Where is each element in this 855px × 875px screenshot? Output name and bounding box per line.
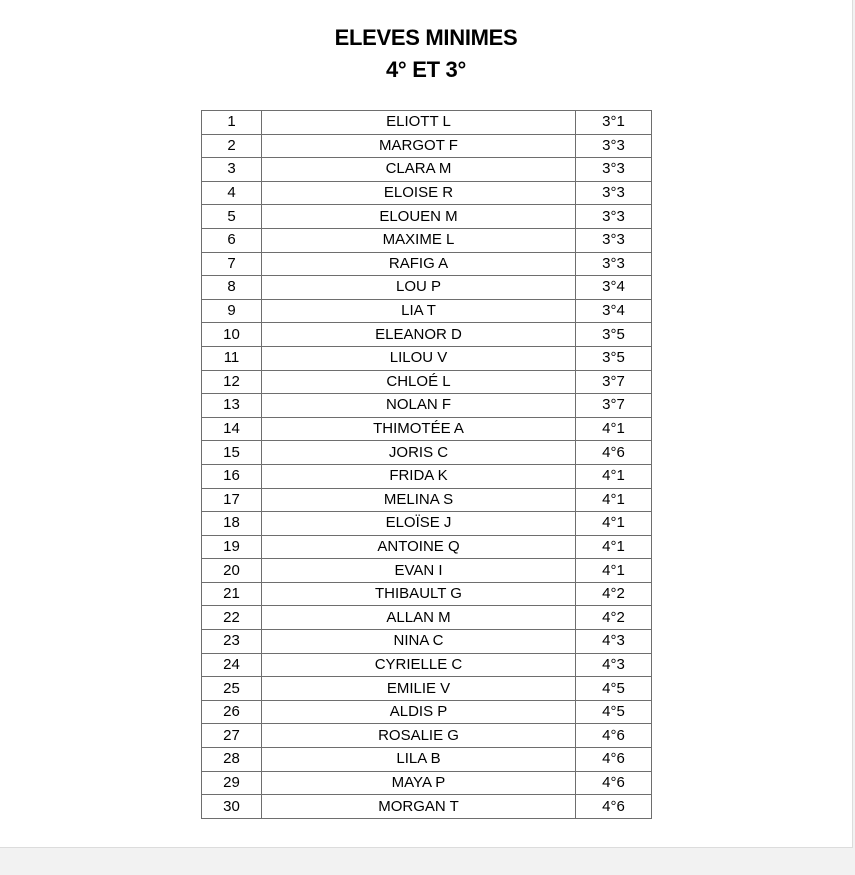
student-name-cell: MARGOT F <box>262 134 576 158</box>
table-row <box>202 724 652 748</box>
class-cell: 4°1 <box>576 559 652 583</box>
table-row <box>202 228 652 252</box>
student-name-cell: LIA T <box>262 299 576 323</box>
table-row <box>202 512 652 536</box>
student-name-cell: THIBAULT G <box>262 582 576 606</box>
class-cell: 3°1 <box>576 111 652 135</box>
class-cell: 3°3 <box>576 205 652 229</box>
student-name-cell: ROSALIE G <box>262 724 576 748</box>
row-number-cell: 27 <box>202 724 262 748</box>
row-number-cell: 29 <box>202 771 262 795</box>
student-name-cell: ELOÏSE J <box>262 512 576 536</box>
student-name-cell: FRIDA K <box>262 464 576 488</box>
table-row <box>202 134 652 158</box>
student-name-cell: MAYA P <box>262 771 576 795</box>
row-number-cell: 24 <box>202 653 262 677</box>
table-row <box>202 488 652 512</box>
class-cell: 4°6 <box>576 771 652 795</box>
student-name-cell: LILA B <box>262 748 576 772</box>
row-number-cell: 23 <box>202 630 262 654</box>
class-cell: 4°1 <box>576 535 652 559</box>
row-number-cell: 3 <box>202 158 262 182</box>
table-row <box>202 535 652 559</box>
class-cell: 3°3 <box>576 158 652 182</box>
row-number-cell: 15 <box>202 441 262 465</box>
student-name-cell: MELINA S <box>262 488 576 512</box>
table-row <box>202 417 652 441</box>
student-name-cell: EVAN I <box>262 559 576 583</box>
table-row <box>202 677 652 701</box>
row-number-cell: 4 <box>202 181 262 205</box>
row-number-cell: 21 <box>202 582 262 606</box>
table-row <box>202 441 652 465</box>
student-name-cell: ELEANOR D <box>262 323 576 347</box>
row-number-cell: 11 <box>202 346 262 370</box>
row-number-cell: 7 <box>202 252 262 276</box>
row-number-cell: 14 <box>202 417 262 441</box>
row-number-cell: 12 <box>202 370 262 394</box>
student-name-cell: NINA C <box>262 630 576 654</box>
student-table-body <box>202 111 652 819</box>
row-number-cell: 25 <box>202 677 262 701</box>
class-cell: 4°6 <box>576 441 652 465</box>
row-number-cell: 30 <box>202 795 262 819</box>
class-cell: 3°3 <box>576 134 652 158</box>
student-name-cell: JORIS C <box>262 441 576 465</box>
student-name-cell: MAXIME L <box>262 228 576 252</box>
student-table <box>201 110 652 819</box>
table-row <box>202 771 652 795</box>
row-number-cell: 9 <box>202 299 262 323</box>
table-row <box>202 464 652 488</box>
row-number-cell: 18 <box>202 512 262 536</box>
table-row <box>202 700 652 724</box>
class-cell: 3°7 <box>576 394 652 418</box>
student-name-cell: ELIOTT L <box>262 111 576 135</box>
student-name-cell: THIMOTÉE A <box>262 417 576 441</box>
class-cell: 4°6 <box>576 795 652 819</box>
table-row <box>202 205 652 229</box>
class-cell: 3°4 <box>576 299 652 323</box>
student-name-cell: ALDIS P <box>262 700 576 724</box>
class-cell: 3°3 <box>576 228 652 252</box>
class-cell: 4°3 <box>576 653 652 677</box>
class-cell: 4°3 <box>576 630 652 654</box>
student-name-cell: EMILIE V <box>262 677 576 701</box>
table-row <box>202 181 652 205</box>
table-row <box>202 323 652 347</box>
row-number-cell: 2 <box>202 134 262 158</box>
class-cell: 3°7 <box>576 370 652 394</box>
row-number-cell: 17 <box>202 488 262 512</box>
student-name-cell: NOLAN F <box>262 394 576 418</box>
class-cell: 3°5 <box>576 323 652 347</box>
class-cell: 4°1 <box>576 488 652 512</box>
class-cell: 4°1 <box>576 512 652 536</box>
row-number-cell: 19 <box>202 535 262 559</box>
table-row <box>202 795 652 819</box>
table-row <box>202 582 652 606</box>
student-name-cell: MORGAN T <box>262 795 576 819</box>
student-name-cell: CYRIELLE C <box>262 653 576 677</box>
class-cell: 4°2 <box>576 582 652 606</box>
table-row <box>202 158 652 182</box>
class-cell: 3°3 <box>576 181 652 205</box>
student-name-cell: ANTOINE Q <box>262 535 576 559</box>
class-cell: 4°6 <box>576 724 652 748</box>
student-name-cell: CHLOÉ L <box>262 370 576 394</box>
page-subtitle: 4° ET 3° <box>385 57 466 82</box>
class-cell: 4°5 <box>576 677 652 701</box>
student-name-cell: ELOISE R <box>262 181 576 205</box>
row-number-cell: 5 <box>202 205 262 229</box>
row-number-cell: 6 <box>202 228 262 252</box>
row-number-cell: 22 <box>202 606 262 630</box>
class-cell: 3°4 <box>576 276 652 300</box>
row-number-cell: 20 <box>202 559 262 583</box>
row-number-cell: 10 <box>202 323 262 347</box>
student-name-cell: RAFIG A <box>262 252 576 276</box>
student-name-cell: CLARA M <box>262 158 576 182</box>
class-cell: 4°1 <box>576 417 652 441</box>
student-name-cell: ALLAN M <box>262 606 576 630</box>
table-row <box>202 111 652 135</box>
table-row <box>202 394 652 418</box>
table-row <box>202 299 652 323</box>
table-row <box>202 630 652 654</box>
class-cell: 4°1 <box>576 464 652 488</box>
page-title: ELEVES MINIMES <box>334 25 518 50</box>
row-number-cell: 8 <box>202 276 262 300</box>
class-cell: 4°6 <box>576 748 652 772</box>
table-row <box>202 748 652 772</box>
table-row <box>202 606 652 630</box>
table-row <box>202 276 652 300</box>
row-number-cell: 26 <box>202 700 262 724</box>
row-number-cell: 1 <box>202 111 262 135</box>
class-cell: 4°2 <box>576 606 652 630</box>
student-name-cell: ELOUEN M <box>262 205 576 229</box>
student-name-cell: LILOU V <box>262 346 576 370</box>
table-row <box>202 252 652 276</box>
row-number-cell: 16 <box>202 464 262 488</box>
class-cell: 3°3 <box>576 252 652 276</box>
class-cell: 3°5 <box>576 346 652 370</box>
table-row <box>202 559 652 583</box>
class-cell: 4°5 <box>576 700 652 724</box>
row-number-cell: 13 <box>202 394 262 418</box>
table-row <box>202 653 652 677</box>
row-number-cell: 28 <box>202 748 262 772</box>
table-row <box>202 370 652 394</box>
student-name-cell: LOU P <box>262 276 576 300</box>
table-row <box>202 346 652 370</box>
